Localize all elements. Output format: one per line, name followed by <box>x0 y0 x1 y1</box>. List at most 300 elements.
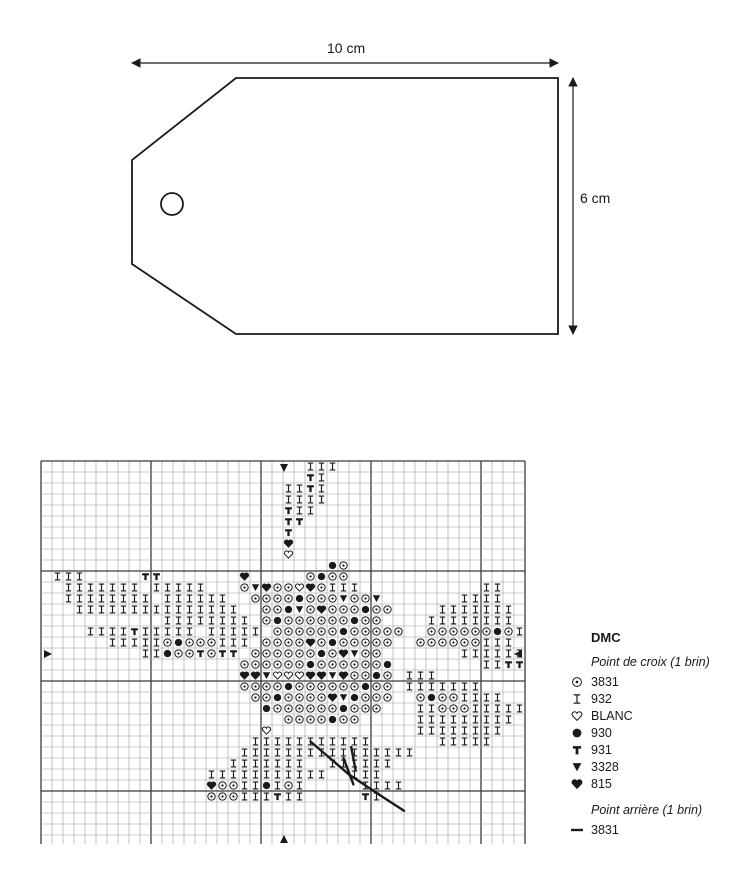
stitch-dot-circle <box>318 584 325 591</box>
stitch-i-beam <box>209 771 215 778</box>
stitch-dot-circle <box>384 639 391 646</box>
stitch-dot-circle <box>439 628 446 635</box>
stitch-dot-circle <box>351 716 358 723</box>
stitch-heart-filled <box>328 694 336 701</box>
stitch-i-beam <box>451 606 457 613</box>
stitch-t-shape <box>285 507 292 514</box>
stitch-i-beam <box>330 749 336 756</box>
stitch-i-beam <box>308 496 314 503</box>
stitch-i-beam <box>275 782 281 789</box>
stitch-filled-circle <box>494 628 501 635</box>
stitch-i-beam <box>220 595 226 602</box>
stitch-triangle-down <box>340 694 347 701</box>
stitch-i-beam <box>253 782 259 789</box>
stitch-i-beam <box>187 584 193 591</box>
stitch-heart-filled <box>240 672 248 679</box>
stitch-i-beam <box>429 727 435 734</box>
stitch-i-beam <box>484 705 490 712</box>
stitch-t-shape <box>142 573 149 580</box>
stitch-dot-circle <box>340 683 347 690</box>
stitch-i-beam <box>495 595 501 602</box>
stitch-dot-circle <box>362 639 369 646</box>
stitch-i-beam <box>473 738 479 745</box>
stitch-t-shape <box>197 650 204 657</box>
stitch-i-beam <box>484 595 490 602</box>
stitch-i-beam <box>451 617 457 624</box>
stitch-dot-circle <box>230 793 237 800</box>
stitch-i-beam <box>418 716 424 723</box>
stitch-dot-circle <box>373 694 380 701</box>
stitch-dot-circle <box>351 683 358 690</box>
stitch-dot-circle <box>340 661 347 668</box>
stitch-dot-circle <box>450 694 457 701</box>
stitch-i-beam <box>506 639 512 646</box>
stitch-i-beam <box>396 749 402 756</box>
stitch-dot-circle <box>274 584 281 591</box>
stitch-i-beam <box>242 782 248 789</box>
stitch-dot-circle <box>340 606 347 613</box>
stitch-i-beam <box>440 716 446 723</box>
stitch-i-beam <box>462 683 468 690</box>
stitch-i-beam <box>319 738 325 745</box>
stitch-filled-circle <box>285 683 292 690</box>
stitch-dot-circle <box>296 617 303 624</box>
stitch-i-beam <box>352 584 358 591</box>
stitch-heart-filled <box>317 672 325 679</box>
stitch-i-beam <box>473 617 479 624</box>
stitch-i-beam <box>264 749 270 756</box>
stitch-i-beam <box>242 628 248 635</box>
stitch-i-beam <box>253 760 259 767</box>
stitch-i-beam <box>231 606 237 613</box>
stitch-dot-circle <box>318 628 325 635</box>
stitch-i-beam <box>231 639 237 646</box>
stitch-dot-circle <box>351 606 358 613</box>
stitch-i-beam <box>143 639 149 646</box>
stitch-dot-circle <box>263 661 270 668</box>
stitch-i-beam <box>473 650 479 657</box>
stitch-dot-circle <box>296 639 303 646</box>
stitch-dot-circle <box>373 628 380 635</box>
stitch-filled-circle <box>351 694 358 701</box>
stitch-i-beam <box>154 650 160 657</box>
stitch-dot-circle <box>219 782 226 789</box>
stitch-dot-circle <box>307 716 314 723</box>
stitch-filled-circle <box>296 595 303 602</box>
tag-outline <box>132 78 558 334</box>
stitch-i-beam <box>319 496 325 503</box>
stitch-dot-circle <box>362 661 369 668</box>
stitch-dot-circle <box>505 628 512 635</box>
stitch-i-beam <box>440 617 446 624</box>
stitch-dot-circle <box>362 650 369 657</box>
stitch-i-beam <box>297 793 303 800</box>
stitch-dot-circle <box>450 639 457 646</box>
stitch-i-beam <box>143 606 149 613</box>
stitch-dot-circle <box>241 584 248 591</box>
heart-filled-icon <box>562 778 591 790</box>
legend-code: 930 <box>591 725 612 740</box>
stitch-i-beam <box>429 672 435 679</box>
stitch-i-beam <box>473 606 479 613</box>
stitch-dot-circle <box>285 694 292 701</box>
stitch-i-beam <box>77 584 83 591</box>
stitch-dot-circle <box>307 705 314 712</box>
stitch-i-beam <box>374 760 380 767</box>
stitch-i-beam <box>440 738 446 745</box>
stitch-dot-circle <box>428 639 435 646</box>
stitch-dot-circle <box>351 661 358 668</box>
stitch-i-beam <box>440 606 446 613</box>
stitch-i-beam <box>418 705 424 712</box>
stitch-i-beam <box>462 650 468 657</box>
stitch-i-beam <box>264 760 270 767</box>
stitch-dot-circle <box>329 661 336 668</box>
stitch-dot-circle <box>164 639 171 646</box>
stitch-dot-circle <box>461 628 468 635</box>
stitch-i-beam <box>341 749 347 756</box>
stitch-dot-circle <box>252 650 259 657</box>
stitch-i-beam <box>418 727 424 734</box>
stitch-i-beam <box>495 606 501 613</box>
stitch-i-beam <box>495 661 501 668</box>
stitch-dot-circle <box>417 694 424 701</box>
stitch-i-beam <box>451 727 457 734</box>
stitch-i-beam <box>275 760 281 767</box>
stitch-dot-circle <box>428 628 435 635</box>
stitch-i-beam <box>297 738 303 745</box>
stitch-filled-circle <box>307 661 314 668</box>
stitch-i-beam <box>165 584 171 591</box>
stitch-dot-circle <box>373 650 380 657</box>
stitch-i-beam <box>198 606 204 613</box>
stitch-i-beam <box>88 628 94 635</box>
stitch-i-beam <box>198 595 204 602</box>
stitch-i-beam <box>121 639 127 646</box>
stitch-i-beam <box>517 705 523 712</box>
stitch-filled-circle <box>362 683 369 690</box>
stitch-dot-circle <box>285 628 292 635</box>
stitch-i-beam <box>495 694 501 701</box>
stitch-i-beam <box>165 606 171 613</box>
stitch-dot-circle <box>472 628 479 635</box>
stitch-dot-circle <box>296 716 303 723</box>
legend-code: 3328 <box>591 759 619 774</box>
stitch-triangle-down <box>329 672 336 679</box>
backstitch-heading: Point arrière (1 brin) <box>591 803 703 817</box>
stitch-i-beam <box>495 639 501 646</box>
stitch-dot-circle <box>263 650 270 657</box>
stitch-dot-circle <box>263 639 270 646</box>
stitch-i-beam <box>121 584 127 591</box>
stitch-i-beam <box>165 617 171 624</box>
stitch-dot-circle <box>395 628 402 635</box>
stitch-i-beam <box>242 793 248 800</box>
stitch-t-shape <box>285 518 292 525</box>
stitch-i-beam <box>88 606 94 613</box>
stitch-i-beam <box>220 606 226 613</box>
stitch-dot-circle <box>318 639 325 646</box>
stitch-i-beam <box>374 782 380 789</box>
stitch-dot-circle <box>307 606 314 613</box>
stitch-dot-circle <box>450 628 457 635</box>
stitch-i-beam <box>429 705 435 712</box>
stitch-i-beam <box>506 716 512 723</box>
stitch-i-beam <box>462 617 468 624</box>
stitch-heart-outline <box>295 584 303 591</box>
stitch-i-beam <box>462 716 468 723</box>
stitch-i-beam <box>110 639 116 646</box>
stitch-dot-circle <box>263 595 270 602</box>
stitch-dot-circle <box>340 617 347 624</box>
stitch-i-beam <box>110 584 116 591</box>
stitch-i-beam <box>88 595 94 602</box>
stitch-i-beam <box>77 606 83 613</box>
stitch-dot-circle <box>263 606 270 613</box>
stitch-i-beam <box>495 650 501 657</box>
stitch-i-beam <box>484 639 490 646</box>
stitch-dot-circle <box>329 628 336 635</box>
stitch-i-beam <box>220 628 226 635</box>
stitch-t-shape <box>362 793 369 800</box>
width-label: 10 cm <box>327 40 366 56</box>
stitch-i-beam <box>198 584 204 591</box>
stitch-dot-circle <box>285 595 292 602</box>
stitch-dot-circle <box>329 683 336 690</box>
stitch-i-beam <box>484 650 490 657</box>
stitch-i-beam <box>308 771 314 778</box>
stitch-t-shape <box>307 485 314 492</box>
stitch-i-beam <box>385 782 391 789</box>
stitch-i-beam <box>363 749 369 756</box>
stitch-i-beam <box>209 606 215 613</box>
stitch-i-beam <box>286 496 292 503</box>
stitch-heart-outline <box>273 672 281 679</box>
stitch-i-beam <box>99 628 105 635</box>
stitch-dot-circle <box>263 683 270 690</box>
stitch-dot-circle <box>318 705 325 712</box>
stitch-dot-circle <box>351 705 358 712</box>
stitch-i-beam <box>473 694 479 701</box>
stitch-filled-circle <box>285 606 292 613</box>
triangle-down-icon <box>562 761 591 773</box>
center-marker-left-icon <box>44 650 52 658</box>
stitch-dot-circle <box>274 639 281 646</box>
stitch-dot-circle <box>274 650 281 657</box>
stitches <box>55 463 523 800</box>
stitch-i-beam <box>506 705 512 712</box>
stitch-i-beam <box>286 793 292 800</box>
stitch-i-beam <box>121 595 127 602</box>
stitch-i-beam <box>341 584 347 591</box>
stitch-i-beam <box>110 595 116 602</box>
stitch-dot-circle <box>318 716 325 723</box>
stitch-i-beam <box>286 749 292 756</box>
stitch-i-beam <box>154 584 160 591</box>
legend-row-3831 <box>562 673 732 690</box>
stitch-i-beam <box>275 738 281 745</box>
stitch-i-beam <box>308 749 314 756</box>
stitch-i-beam <box>99 595 105 602</box>
stitch-dot-circle <box>296 683 303 690</box>
stitch-i-beam <box>440 683 446 690</box>
stitch-heart-filled <box>240 573 248 580</box>
stitch-i-beam <box>374 749 380 756</box>
stitch-i-beam <box>429 617 435 624</box>
stitch-i-beam <box>473 683 479 690</box>
dot-circle-icon <box>562 676 591 688</box>
stitch-t-shape <box>274 793 281 800</box>
stitch-triangle-down <box>351 650 358 657</box>
stitch-i-beam <box>198 617 204 624</box>
stitch-i-beam <box>77 595 83 602</box>
stitch-i-beam <box>319 485 325 492</box>
stitch-i-beam <box>352 738 358 745</box>
stitch-heart-filled <box>207 782 215 789</box>
stitch-i-beam <box>429 683 435 690</box>
stitch-i-beam <box>297 782 303 789</box>
stitch-i-beam <box>231 760 237 767</box>
stitch-i-beam <box>88 584 94 591</box>
filled-circle-icon <box>562 727 591 739</box>
legend-code: 815 <box>591 776 612 791</box>
stitch-dot-circle <box>384 683 391 690</box>
stitch-heart-filled <box>306 672 314 679</box>
stitch-i-beam <box>253 738 259 745</box>
stitch-i-beam <box>473 705 479 712</box>
stitch-i-beam <box>330 463 336 470</box>
stitch-i-beam <box>396 782 402 789</box>
stitch-i-beam <box>462 727 468 734</box>
stitch-i-beam <box>297 496 303 503</box>
stitch-t-shape <box>131 628 138 635</box>
stitch-dot-circle <box>483 628 490 635</box>
stitch-i-beam <box>154 639 160 646</box>
heart-outline-icon <box>562 710 591 722</box>
stitch-i-beam <box>275 771 281 778</box>
stitch-i-beam <box>187 595 193 602</box>
stitch-dot-circle <box>351 628 358 635</box>
stitch-filled-circle <box>318 573 325 580</box>
stitch-heart-outline <box>262 727 270 734</box>
stitch-i-beam <box>187 628 193 635</box>
stitch-dot-circle <box>285 584 292 591</box>
height-label: 6 cm <box>580 190 611 206</box>
backstitch-line <box>311 742 405 811</box>
stitch-heart-filled <box>317 606 325 613</box>
stitch-i-beam <box>363 771 369 778</box>
stitch-dot-circle <box>373 705 380 712</box>
stitch-dot-circle <box>186 639 193 646</box>
backstitch-line-icon <box>562 824 591 836</box>
stitch-filled-circle <box>164 650 171 657</box>
stitch-filled-circle <box>384 661 391 668</box>
legend-row-815 <box>562 775 732 792</box>
stitch-i-beam <box>143 595 149 602</box>
stitch-heart-filled <box>339 650 347 657</box>
stitch-dot-circle <box>274 595 281 602</box>
stitch-heart-filled <box>306 639 314 646</box>
stitch-dot-circle <box>307 650 314 657</box>
backstitch-code: 3831 <box>591 822 619 837</box>
stitch-i-beam <box>506 606 512 613</box>
legend-backstitch-row <box>562 821 732 838</box>
stitch-i-beam <box>462 595 468 602</box>
stitch-i-beam <box>132 584 138 591</box>
stitch-dot-circle <box>274 705 281 712</box>
stitch-i-beam <box>143 650 149 657</box>
stitch-dot-circle <box>461 705 468 712</box>
stitch-i-beam <box>176 584 182 591</box>
stitch-dot-circle <box>274 661 281 668</box>
stitch-i-beam <box>484 606 490 613</box>
stitch-i-beam <box>462 694 468 701</box>
stitch-dot-circle <box>351 595 358 602</box>
stitch-dot-circle <box>340 639 347 646</box>
stitch-i-beam <box>451 738 457 745</box>
stitch-dot-circle <box>329 650 336 657</box>
stitch-i-beam <box>242 617 248 624</box>
stitch-i-beam <box>242 760 248 767</box>
stitch-i-beam <box>154 606 160 613</box>
stitch-i-beam <box>484 584 490 591</box>
stitch-triangle-down <box>373 595 380 602</box>
stitch-dot-circle <box>252 683 259 690</box>
stitch-i-beam <box>253 793 259 800</box>
stitch-dot-circle <box>329 705 336 712</box>
i-beam-icon <box>562 693 591 705</box>
stitch-heart-outline <box>295 672 303 679</box>
stitch-dot-circle <box>208 639 215 646</box>
stitch-dot-circle <box>296 650 303 657</box>
stitch-t-shape <box>296 518 303 525</box>
stitch-t-shape <box>505 661 512 668</box>
stitch-dot-circle <box>186 650 193 657</box>
stitch-t-shape <box>230 650 237 657</box>
stitch-i-beam <box>220 771 226 778</box>
stitch-dot-circle <box>296 694 303 701</box>
stitch-i-beam <box>341 738 347 745</box>
stitch-triangle-down <box>252 584 259 591</box>
stitch-i-beam <box>165 628 171 635</box>
stitch-i-beam <box>473 716 479 723</box>
stitch-i-beam <box>110 628 116 635</box>
legend-row-930 <box>562 724 732 741</box>
stitch-i-beam <box>121 606 127 613</box>
stitch-triangle-down <box>340 595 347 602</box>
stitch-dot-circle <box>362 694 369 701</box>
stitch-dot-circle <box>450 705 457 712</box>
stitch-t-shape <box>219 650 226 657</box>
stitch-i-beam <box>319 474 325 481</box>
stitch-dot-circle <box>384 606 391 613</box>
stitch-i-beam <box>440 727 446 734</box>
stitch-i-beam <box>176 617 182 624</box>
stitch-filled-circle <box>340 628 347 635</box>
stitch-i-beam <box>484 661 490 668</box>
stitch-dot-circle <box>230 782 237 789</box>
stitch-i-beam <box>418 683 424 690</box>
stitch-dot-circle <box>351 672 358 679</box>
stitch-i-beam <box>330 738 336 745</box>
stitch-dot-circle <box>329 606 336 613</box>
stitch-heart-outline <box>284 672 292 679</box>
stitch-i-beam <box>473 595 479 602</box>
stitch-i-beam <box>517 628 523 635</box>
stitch-i-beam <box>363 738 369 745</box>
stitch-i-beam <box>176 606 182 613</box>
stitch-heart-filled <box>306 584 314 591</box>
